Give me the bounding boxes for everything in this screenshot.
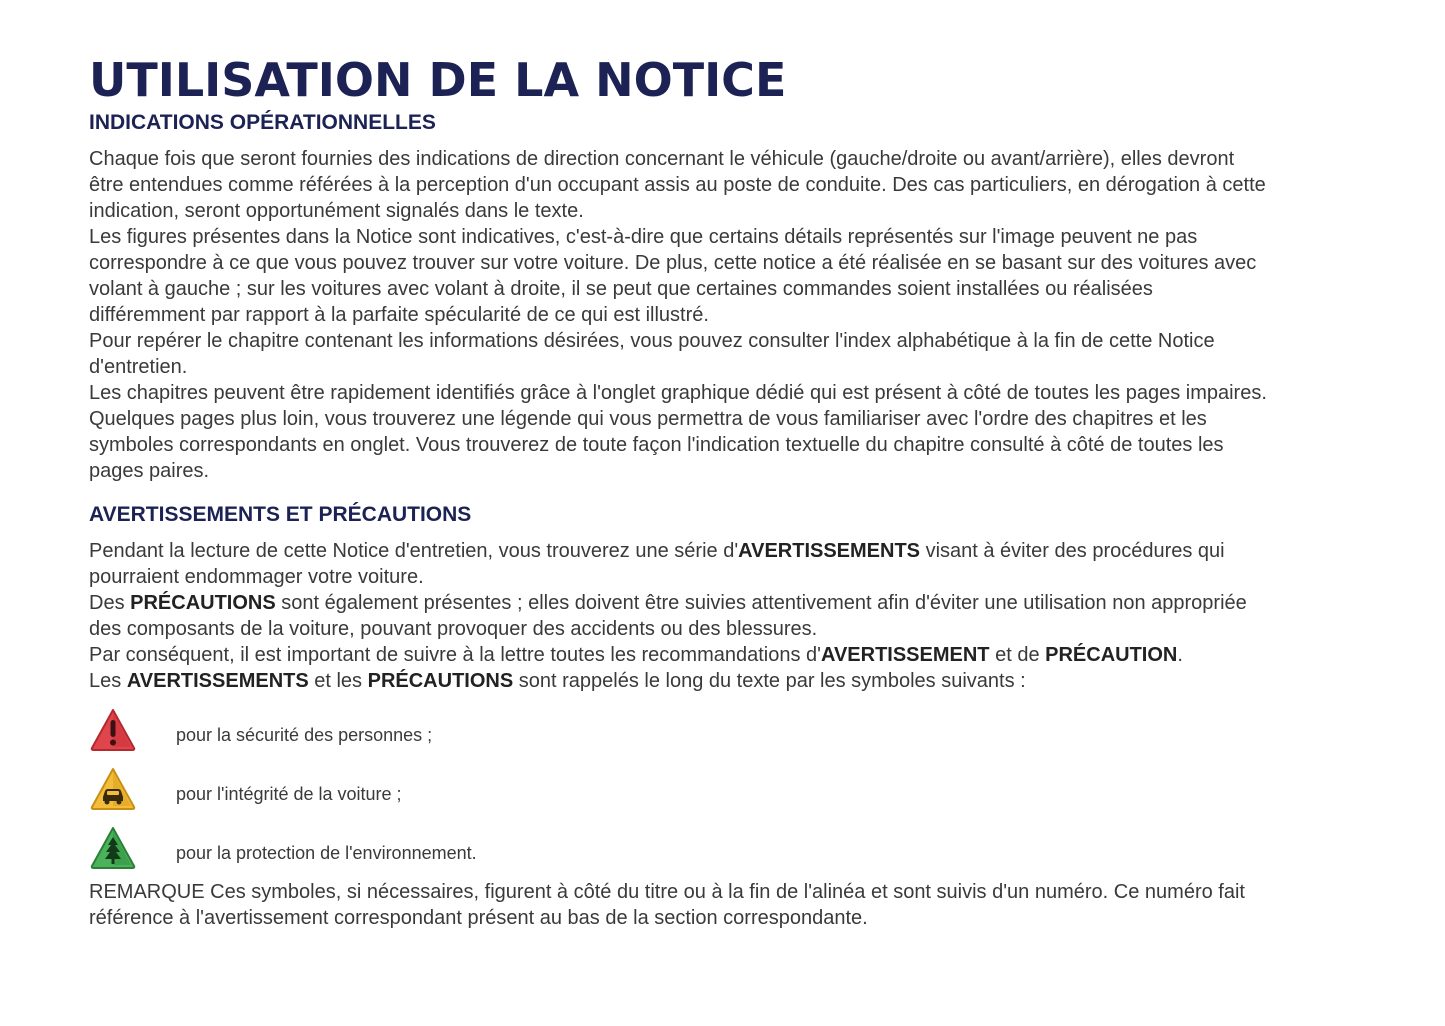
keyword-bold: AVERTISSEMENT xyxy=(820,644,990,666)
paragraph: Les chapitres peuvent être rapidement identifiés grâce à l'onglet graphique dédié qui est présent à côté de toutes les pages impaires. Quelques pages plus loin, vous trouverez une légende qui vous permettra de vous familiariser avec l'ordre des chapitres et les symboles correspondants en onglet. Vous trouverez de toute façon l'indication textuelle du chapitre consulté à côté de toutes les pages paires. xyxy=(89,382,1267,482)
manual-page xyxy=(89,52,1269,931)
symbol-label: pour l'intégrité de la voiture ; xyxy=(176,784,402,804)
symbol-label: pour la sécurité des personnes ; xyxy=(176,725,433,745)
symbol-label: pour la protection de l'environnement. xyxy=(176,843,477,863)
paragraph: Les figures présentes dans la Notice sont indicatives, c'est-à-dire que certains détails représentés sur l'image peuvent ne pas correspondre à ce que vous pouvez trouver sur votre voiture. De plus, cette notice a été réalisée en se basant sur des voitures avec volant à gauche ; sur les voitures avec volant à droite, il se peut que certaines commandes soient installées ou réalisées différemment par rapport à la parfaite spécularité de ce qui est illustré. xyxy=(89,226,1257,326)
section-heading-operational: INDICATIONS OPÉRATIONNELLES xyxy=(89,111,436,134)
car-warning-icon xyxy=(89,766,137,812)
keyword-bold: AVERTISSEMENTS xyxy=(738,540,921,562)
section-heading-warnings: AVERTISSEMENTS ET PRÉCAUTIONS xyxy=(89,503,472,526)
keyword-bold: AVERTISSEMENTS xyxy=(126,670,309,692)
symbol-row-car xyxy=(89,759,1269,818)
symbol-row-tree xyxy=(89,818,1269,877)
paragraph: Des PRÉCAUTIONS sont également présentes ; elles doivent être suivies attentivement afin d'éviter une utilisation non appropriée des composants de la voiture, pouvant provoquer des accidents ou des blessures. xyxy=(89,592,1247,640)
keyword-bold: PRÉCAUTIONS xyxy=(367,670,514,692)
paragraph: Les AVERTISSEMENTS et les PRÉCAUTIONS sont rappelés le long du texte par les symboles suivants : xyxy=(89,670,1026,692)
person-warning-icon xyxy=(89,707,137,753)
symbol-legend xyxy=(89,700,1269,877)
page-title: UTILISATION DE LA NOTICE xyxy=(89,53,787,107)
paragraph: Pendant la lecture de cette Notice d'entretien, vous trouverez une série d'AVERTISSEMENTS visant à éviter des procédures qui pourraient endommager votre voiture. xyxy=(89,540,1225,588)
keyword-bold: PRÉCAUTIONS xyxy=(130,592,276,614)
tree-warning-icon xyxy=(89,825,137,871)
paragraph: Pour repérer le chapitre contenant les informations désirées, vous pouvez consulter l'index alphabétique à la fin de cette Notice d'entretien. xyxy=(89,330,1215,378)
symbol-row-person xyxy=(89,700,1269,759)
paragraph: Par conséquent, il est important de suivre à la lettre toutes les recommandations d'AVERTISSEMENT et de PRÉCAUTION. xyxy=(89,644,1183,666)
keyword-bold: PRÉCAUTION xyxy=(1045,644,1178,666)
remark-paragraph: REMARQUE Ces symboles, si nécessaires, figurent à côté du titre ou à la fin de l'alinéa et sont suivis d'un numéro. Ce numéro fait référence à l'avertissement correspondant présent au bas de la section correspondante. xyxy=(89,881,1245,929)
paragraph: Chaque fois que seront fournies des indications de direction concernant le véhicule (gauche/droite ou avant/arrière), elles devront être entendues comme référées à la perception d'un occupant assis au poste de conduite. Des cas particuliers, en dérogation à cette indication, seront opportunément signalés dans le texte. xyxy=(89,148,1266,222)
